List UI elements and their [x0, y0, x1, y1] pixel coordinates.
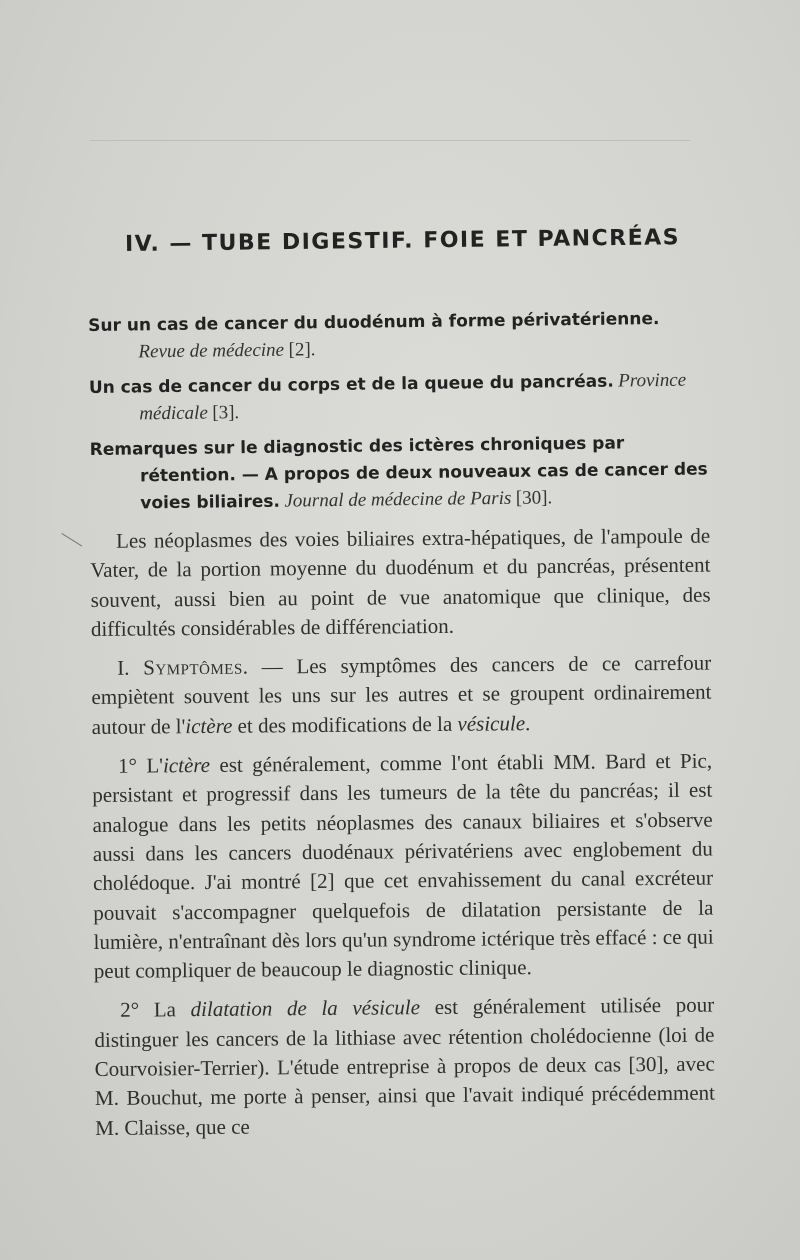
text-run: . — [524, 710, 531, 735]
text-run: 1° L' — [117, 753, 164, 778]
text-run: 2° La — [120, 997, 191, 1023]
text-run: et des modifications de la — [232, 711, 458, 738]
reference-source: Revue de médecine — [138, 339, 285, 363]
body-text — [90, 522, 715, 1153]
italic-term: ictère — [185, 713, 233, 738]
margin-pencil-mark — [53, 533, 82, 560]
reference-title: Remarques sur le diagnostic des ictères chroniques par rétention. — A propos de deux nouveaux cas de cancer des voies biliaires. — [89, 433, 708, 514]
section-number: I. — [117, 655, 144, 680]
text-run: . — Les symptômes des cancers de ce carrefour empiètent souvent les uns sur les autres et se groupent ordinairement autour de l' — [91, 650, 712, 739]
paragraph-ictere — [92, 747, 714, 987]
reference-title: Un cas de cancer du corps et de la queue du pancréas. — [88, 371, 614, 398]
reference-title: Sur un cas de cancer du duodénum à forme périvatérienne. — [88, 309, 660, 336]
italic-term: dilatation de la vésicule — [190, 995, 421, 1022]
paragraph-intro: Les néoplasmes des voies biliaires extra-hépatiques, de l'ampoule de Vater, de la portion moyenne du duodénum et du pancréas, présentent souvent, aussi bien au point de vue anatomique que clinique, des difficultés considérables de différenciation. — [90, 523, 711, 641]
paragraph-symptomes — [91, 649, 712, 742]
reference-item — [90, 428, 711, 517]
section-heading: IV. — TUBE DIGESTIF. FOIE ET PANCRÉAS — [124, 225, 681, 257]
text-run: est généralement utilisée pour distinguer les cancers de la lithiase avec rétention cholédocienne (loi de Courvoisier-Terrier). L'étude entreprise à propos de deux cas [30], avec M. Bouchut, me porte à penser, ainsi que l'avait indiqué précédemment M. Claisse, que ce — [94, 993, 716, 1140]
reference-source: Province médicale — [139, 369, 687, 425]
paragraph-vesicule — [94, 991, 715, 1143]
top-rule — [90, 140, 690, 141]
reference-item — [88, 304, 709, 366]
reference-number: [3]. — [212, 402, 240, 424]
section-label: Symptômes — [143, 654, 243, 680]
reference-item — [89, 366, 710, 428]
reference-list — [88, 304, 711, 525]
italic-term: ictère — [162, 753, 211, 778]
text-run: est généralement, comme l'ont établi MM. Bard et Pic, persistant et progressif dans les tumeurs de la tête du pancréas; il est analogue dans les petits néoplasmes des canaux biliaires et s'observe aussi dans les cancers duodénaux périvatériens avec englobement du cholédoque. J'ai montré [2] que cet envahissement du canal excréteur pouvait s'accompagner quelquefois de dilatation persistante de la lumière, n'entraînant dès lors qu'un syndrome ictérique très effacé : ce qui peut compliquer de beaucoup le diagnostic clinique. — [92, 748, 714, 984]
reference-number: [30]. — [515, 487, 553, 509]
italic-term: vésicule — [457, 710, 526, 736]
reference-number: [2]. — [288, 339, 316, 361]
reference-source: Journal de médecine de Paris — [284, 487, 512, 512]
